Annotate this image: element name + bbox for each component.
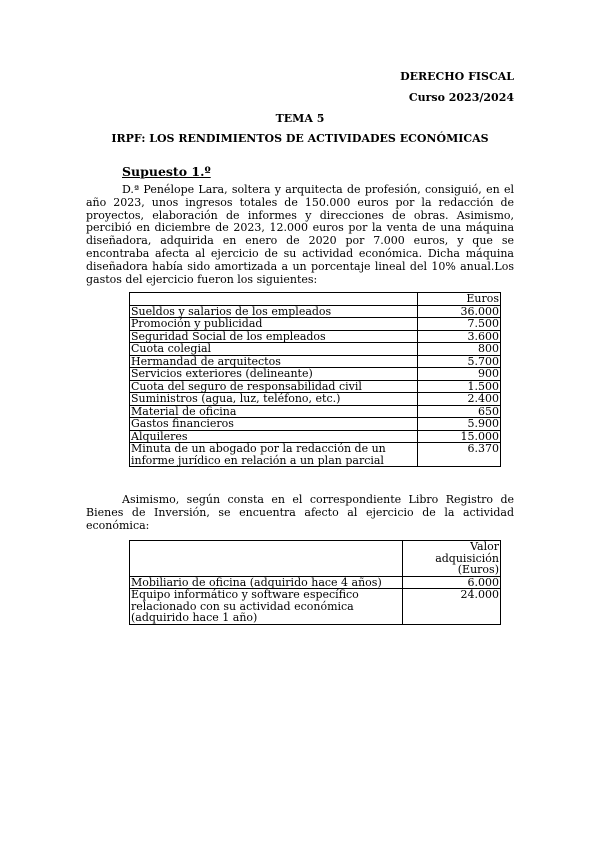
statement-paragraph xyxy=(86,184,514,286)
row-concept: Hermandad de arquitectos xyxy=(130,355,418,368)
row-concept: Alquileres xyxy=(130,430,418,443)
row-concept: Equipo informático y software específico relacionado con su actividad económica (adquirido hace 1 año) xyxy=(130,589,403,625)
header-empty-cell xyxy=(130,541,403,577)
table-row xyxy=(130,443,501,467)
row-amount: 24.000 xyxy=(403,589,501,625)
table-row xyxy=(130,589,501,625)
table-row xyxy=(130,418,501,431)
row-concept: Suministros (agua, luz, teléfono, etc.) xyxy=(130,393,418,406)
row-amount: 900 xyxy=(418,368,501,381)
table-row xyxy=(130,405,501,418)
table-row xyxy=(130,305,501,318)
table-row xyxy=(130,368,501,381)
row-amount: 1.500 xyxy=(418,380,501,393)
header-euros: Euros xyxy=(418,293,501,306)
table-row xyxy=(130,393,501,406)
row-concept: Promoción y publicidad xyxy=(130,318,418,331)
row-amount: 800 xyxy=(418,343,501,356)
row-amount: 650 xyxy=(418,405,501,418)
table-row xyxy=(130,343,501,356)
row-concept: Servicios exteriores (delineante) xyxy=(130,368,418,381)
row-concept: Mobiliario de oficina (adquirido hace 4 años) xyxy=(130,576,403,589)
assets-paragraph xyxy=(86,494,514,532)
row-amount: 5.900 xyxy=(418,418,501,431)
table-row xyxy=(130,380,501,393)
table-row xyxy=(130,576,501,589)
statement-text: D.ª Penélope Lara, soltera y arquitecta de profesión, consiguió, en el año 2023, unos ingresos totales de 150.000 euros por la redacción de proyectos, elaboración de informes y direcciones de obras. Asimismo, percibió en diciembre de 2023, 12.000 euros por la venta de una máquina diseñadora, adquirida en enero de 2020 por 7.000 euros, y que se encontraba afecta al ejercicio de su actividad económica. Dicha máquina diseñadora había sido amortizada a un porcentaje lineal del 10% anual.Los gastos del ejercicio fueron los siguientes: xyxy=(86,183,514,286)
assets-table xyxy=(129,540,501,625)
case-title: Supuesto 1.º xyxy=(122,164,211,179)
row-concept: Sueldos y salarios de los empleados xyxy=(130,305,418,318)
table-row xyxy=(130,430,501,443)
row-concept: Gastos financieros xyxy=(130,418,418,431)
row-amount: 36.000 xyxy=(418,305,501,318)
row-concept: Minuta de un abogado por la redacción de un informe jurídico en relación a un plan parcial xyxy=(130,443,418,467)
row-concept: Seguridad Social de los empleados xyxy=(130,330,418,343)
course-heading: Curso 2023/2024 xyxy=(408,91,514,104)
table-header-row xyxy=(130,541,501,577)
row-concept: Cuota colegial xyxy=(130,343,418,356)
tema-heading: TEMA 5 xyxy=(275,112,325,125)
row-concept: Material de oficina xyxy=(130,405,418,418)
subject-heading: DERECHO FISCAL xyxy=(400,70,514,83)
table-header-row xyxy=(130,293,501,306)
expenses-table xyxy=(129,292,501,467)
row-amount: 6.000 xyxy=(403,576,501,589)
header-valor-adquisicion: Valor adquisición (Euros) xyxy=(403,541,501,577)
header-empty-cell xyxy=(130,293,418,306)
row-amount: 15.000 xyxy=(418,430,501,443)
row-concept: Cuota del seguro de responsabilidad civil xyxy=(130,380,418,393)
assets-intro-text: Asimismo, según consta en el correspondiente Libro Registro de Bienes de Inversión, se encuentra afecto al ejercicio de la actividad económica: xyxy=(86,493,514,532)
row-amount: 3.600 xyxy=(418,330,501,343)
table-row xyxy=(130,318,501,331)
row-amount: 6.370 xyxy=(418,443,501,467)
row-amount: 5.700 xyxy=(418,355,501,368)
table-row xyxy=(130,330,501,343)
document-title: IRPF: LOS RENDIMIENTOS DE ACTIVIDADES ECONÓMICAS xyxy=(111,132,489,145)
table-row xyxy=(130,355,501,368)
row-amount: 2.400 xyxy=(418,393,501,406)
row-amount: 7.500 xyxy=(418,318,501,331)
